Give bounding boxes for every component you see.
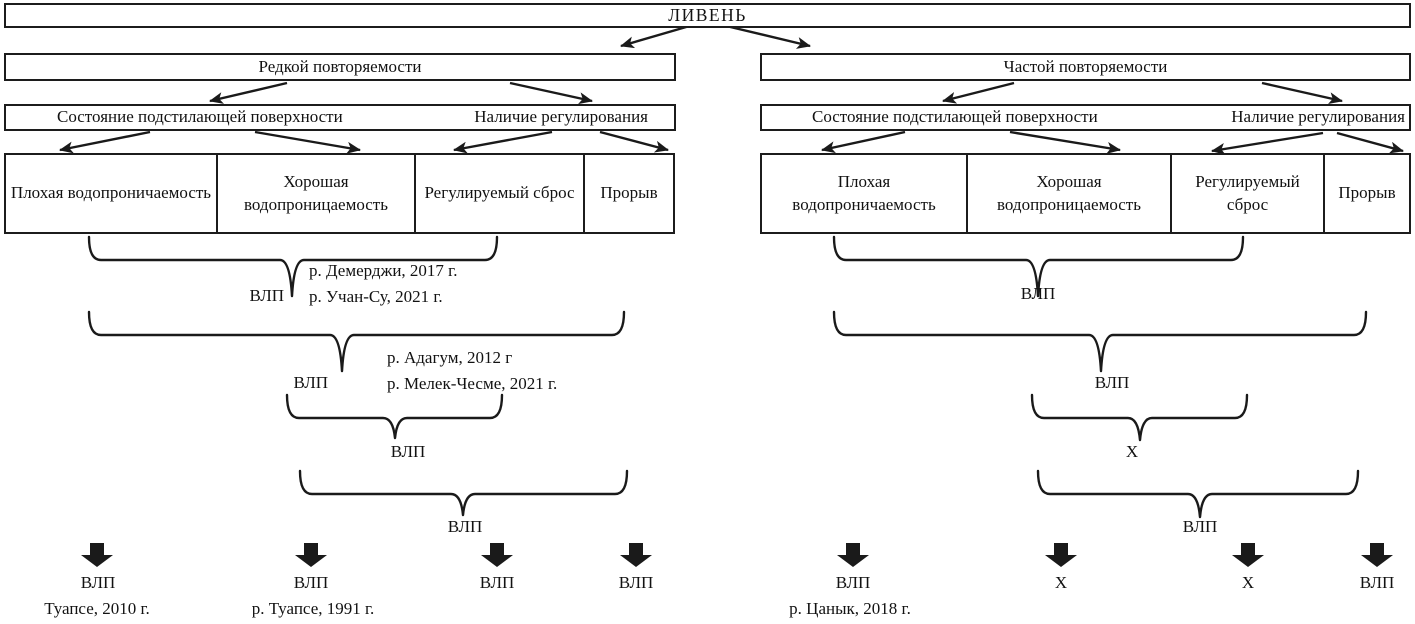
down-arrow-icon <box>837 543 869 567</box>
right-brace-1-label: ВЛП <box>1020 284 1056 303</box>
right-category-regulated-discharge <box>1170 155 1323 232</box>
right-outcome-4-label: ВЛП <box>1359 573 1395 592</box>
right-criteria-node <box>760 104 1411 131</box>
left-brace-2-label: ВЛП <box>293 373 328 392</box>
down-arrow-icon <box>620 543 652 567</box>
right-outcome-1-label: ВЛП <box>835 573 871 592</box>
right-surface-label: Состояние подстилающей поверхности <box>812 107 1098 127</box>
left-criteria-node <box>4 104 676 131</box>
left-brace-3-label: ВЛП <box>390 442 426 461</box>
left-category-row <box>4 153 675 234</box>
flow-arrows <box>60 25 1403 151</box>
right-category-label: Регулируемый сброс <box>1195 172 1300 214</box>
right-outcome-3-label: Х <box>1241 573 1255 592</box>
down-arrow-icon <box>1232 543 1264 567</box>
root-label: ЛИВЕНЬ <box>668 5 747 25</box>
left-brace-3 <box>287 395 502 438</box>
left-outcome-1-event: Туапсе, 2010 г. <box>44 599 150 618</box>
right-brace-4-label: ВЛП <box>1182 517 1218 536</box>
left-outcome-2-event: р. Туапсе, 1991 г. <box>251 599 375 618</box>
left-outcome-2-label: ВЛП <box>293 573 329 592</box>
left-brace-2-event: р. Мелек-Чесме, 2021 г. <box>387 374 558 393</box>
left-brace-2 <box>89 312 624 371</box>
right-category-label: Прорыв <box>1338 183 1396 203</box>
right-category-row <box>760 153 1411 234</box>
right-category-bad-permeability <box>762 155 966 232</box>
left-brace-1-event: р. Учан-Су, 2021 г. <box>309 287 443 306</box>
right-category-label: Плохая водопроничаемость <box>792 172 936 214</box>
left-category-label: Регулируемый сброс <box>424 183 575 203</box>
down-arrow-icon <box>1045 543 1077 567</box>
right-brace-2-label: ВЛП <box>1094 373 1130 392</box>
outcome-arrows <box>81 543 1393 567</box>
down-arrow-icon <box>295 543 327 567</box>
right-outcome-1-event: р. Цанык, 2018 г. <box>789 599 911 618</box>
left-category-good-permeability <box>216 155 414 232</box>
left-outcome-3-label: ВЛП <box>479 573 515 592</box>
left-brace-4-label: ВЛП <box>447 517 483 536</box>
right-brace-3-label: Х <box>1125 442 1139 461</box>
left-brace-1-event: р. Демерджи, 2017 г. <box>309 261 458 280</box>
left-regulation-label: Наличие регулирования <box>474 107 648 127</box>
right-category-good-permeability <box>966 155 1170 232</box>
right-category-label: Хорошая водопроницаемость <box>997 172 1141 214</box>
down-arrow-icon <box>81 543 113 567</box>
right-regulation-label: Наличие регулирования <box>1231 107 1405 127</box>
left-category-label: Плохая водопроничаемость <box>10 183 212 203</box>
right-brace-3 <box>1032 395 1247 440</box>
right-brace-4 <box>1038 471 1358 517</box>
down-arrow-icon <box>481 543 513 567</box>
left-category-label: Хорошая водопроницаемость <box>244 172 388 214</box>
down-arrow-icon <box>1361 543 1393 567</box>
left-brace-2-event: р. Адагум, 2012 г <box>387 348 513 367</box>
right-category-breakthrough <box>1323 155 1409 232</box>
left-surface-label: Состояние подстилающей поверхности <box>57 107 343 127</box>
left-category-breakthrough <box>583 155 673 232</box>
left-recurrence-label: Редкой повторяемости <box>258 56 422 76</box>
right-brace-2 <box>834 312 1366 371</box>
left-category-regulated-discharge <box>414 155 583 232</box>
right-outcome-2-label: Х <box>1054 573 1068 592</box>
left-outcome-4-label: ВЛП <box>618 573 654 592</box>
left-recurrence-node <box>4 53 676 81</box>
left-category-label: Прорыв <box>600 183 658 203</box>
right-recurrence-node <box>760 53 1411 81</box>
left-brace-4 <box>300 471 627 515</box>
left-category-bad-permeability <box>6 155 216 232</box>
root-node <box>4 3 1411 28</box>
left-outcome-1-label: ВЛП <box>80 573 116 592</box>
left-brace-1-label: ВЛП <box>249 286 284 305</box>
right-recurrence-label: Частой повторяемости <box>1003 56 1168 76</box>
